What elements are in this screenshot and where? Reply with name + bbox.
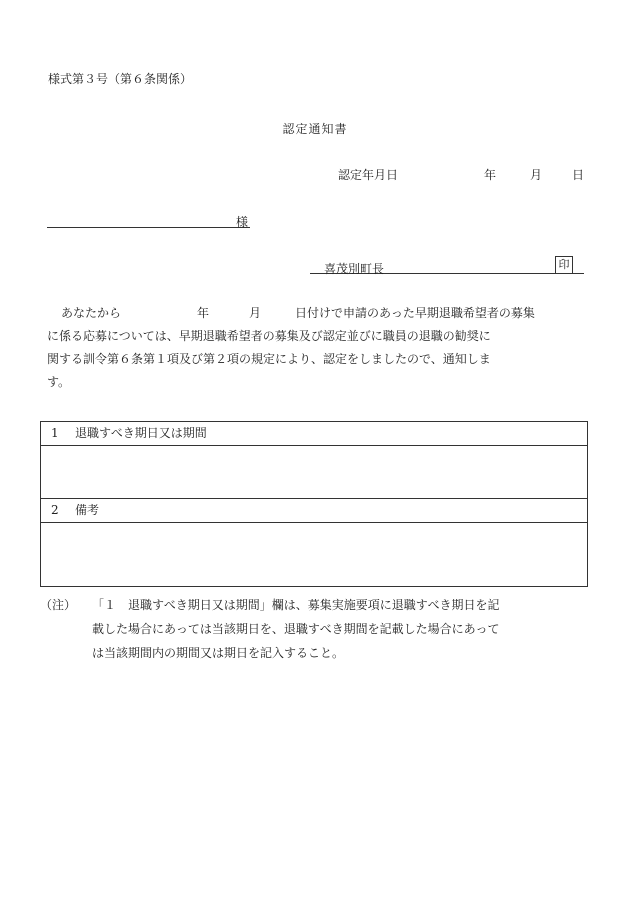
- notice-body-paragraph: [47, 302, 589, 394]
- row-label: 退職すべき期日又は期間: [75, 426, 207, 440]
- footnote-line: [40, 617, 588, 641]
- body-year-label: 年: [197, 306, 210, 320]
- date-day-label: 日: [572, 168, 585, 182]
- approval-date-row: [338, 166, 585, 182]
- row-number: 1: [51, 426, 59, 440]
- form-number-label: 様式第３号（第６条関係）: [48, 72, 193, 86]
- document-title: 認定通知書: [282, 122, 348, 136]
- body-line: [47, 371, 589, 394]
- body-text-segment: あなたから: [61, 306, 122, 320]
- date-month-label: 月: [530, 168, 543, 182]
- body-text-segment: 日付けで申請のあった早期退職希望者の募集: [295, 306, 535, 320]
- details-table: [40, 421, 588, 587]
- addressee-honorific: 様: [236, 215, 249, 229]
- table-row-header-retirement-date: [41, 422, 587, 446]
- body-line: [47, 325, 589, 348]
- row-number: 2: [51, 503, 59, 517]
- footnote-line: [40, 641, 588, 665]
- body-text-segment: 関する訓令第６条第１項及び第２項の規定により、認定をしましたので、通知しま: [47, 352, 491, 366]
- body-line: [47, 348, 589, 371]
- footnote-text: は当該期間内の期間又は期日を記入すること。: [92, 646, 345, 660]
- footnote-text: 載した場合にあっては当該期日を、退職すべき期間を記載した場合にあって: [92, 622, 500, 636]
- table-row-header-remarks: [41, 499, 587, 523]
- body-text-segment: に係る応募については、早期退職希望者の募集及び認定並びに職員の退職の勧奨に: [47, 329, 491, 343]
- footnote-prefix: （注）: [40, 598, 77, 612]
- body-text-segment: す。: [47, 375, 71, 389]
- body-month-label: 月: [249, 306, 262, 320]
- issuer-name: 喜茂別町長: [324, 262, 385, 276]
- seal-box: 印: [555, 256, 573, 274]
- date-year-label: 年: [484, 168, 497, 182]
- addressee-blank-line: [47, 227, 250, 228]
- footnote-line: [40, 593, 588, 617]
- body-line: [47, 302, 589, 325]
- row-label: 備考: [75, 503, 100, 517]
- approval-date-label: 認定年月日: [338, 168, 399, 182]
- footnote: [40, 593, 588, 665]
- remarks-entry-field[interactable]: [41, 523, 587, 586]
- footnote-text: 「１ 退職すべき期日又は期間」欄は、募集実施要項に退職すべき期日を記: [92, 598, 500, 612]
- retirement-date-entry-field[interactable]: [41, 446, 587, 499]
